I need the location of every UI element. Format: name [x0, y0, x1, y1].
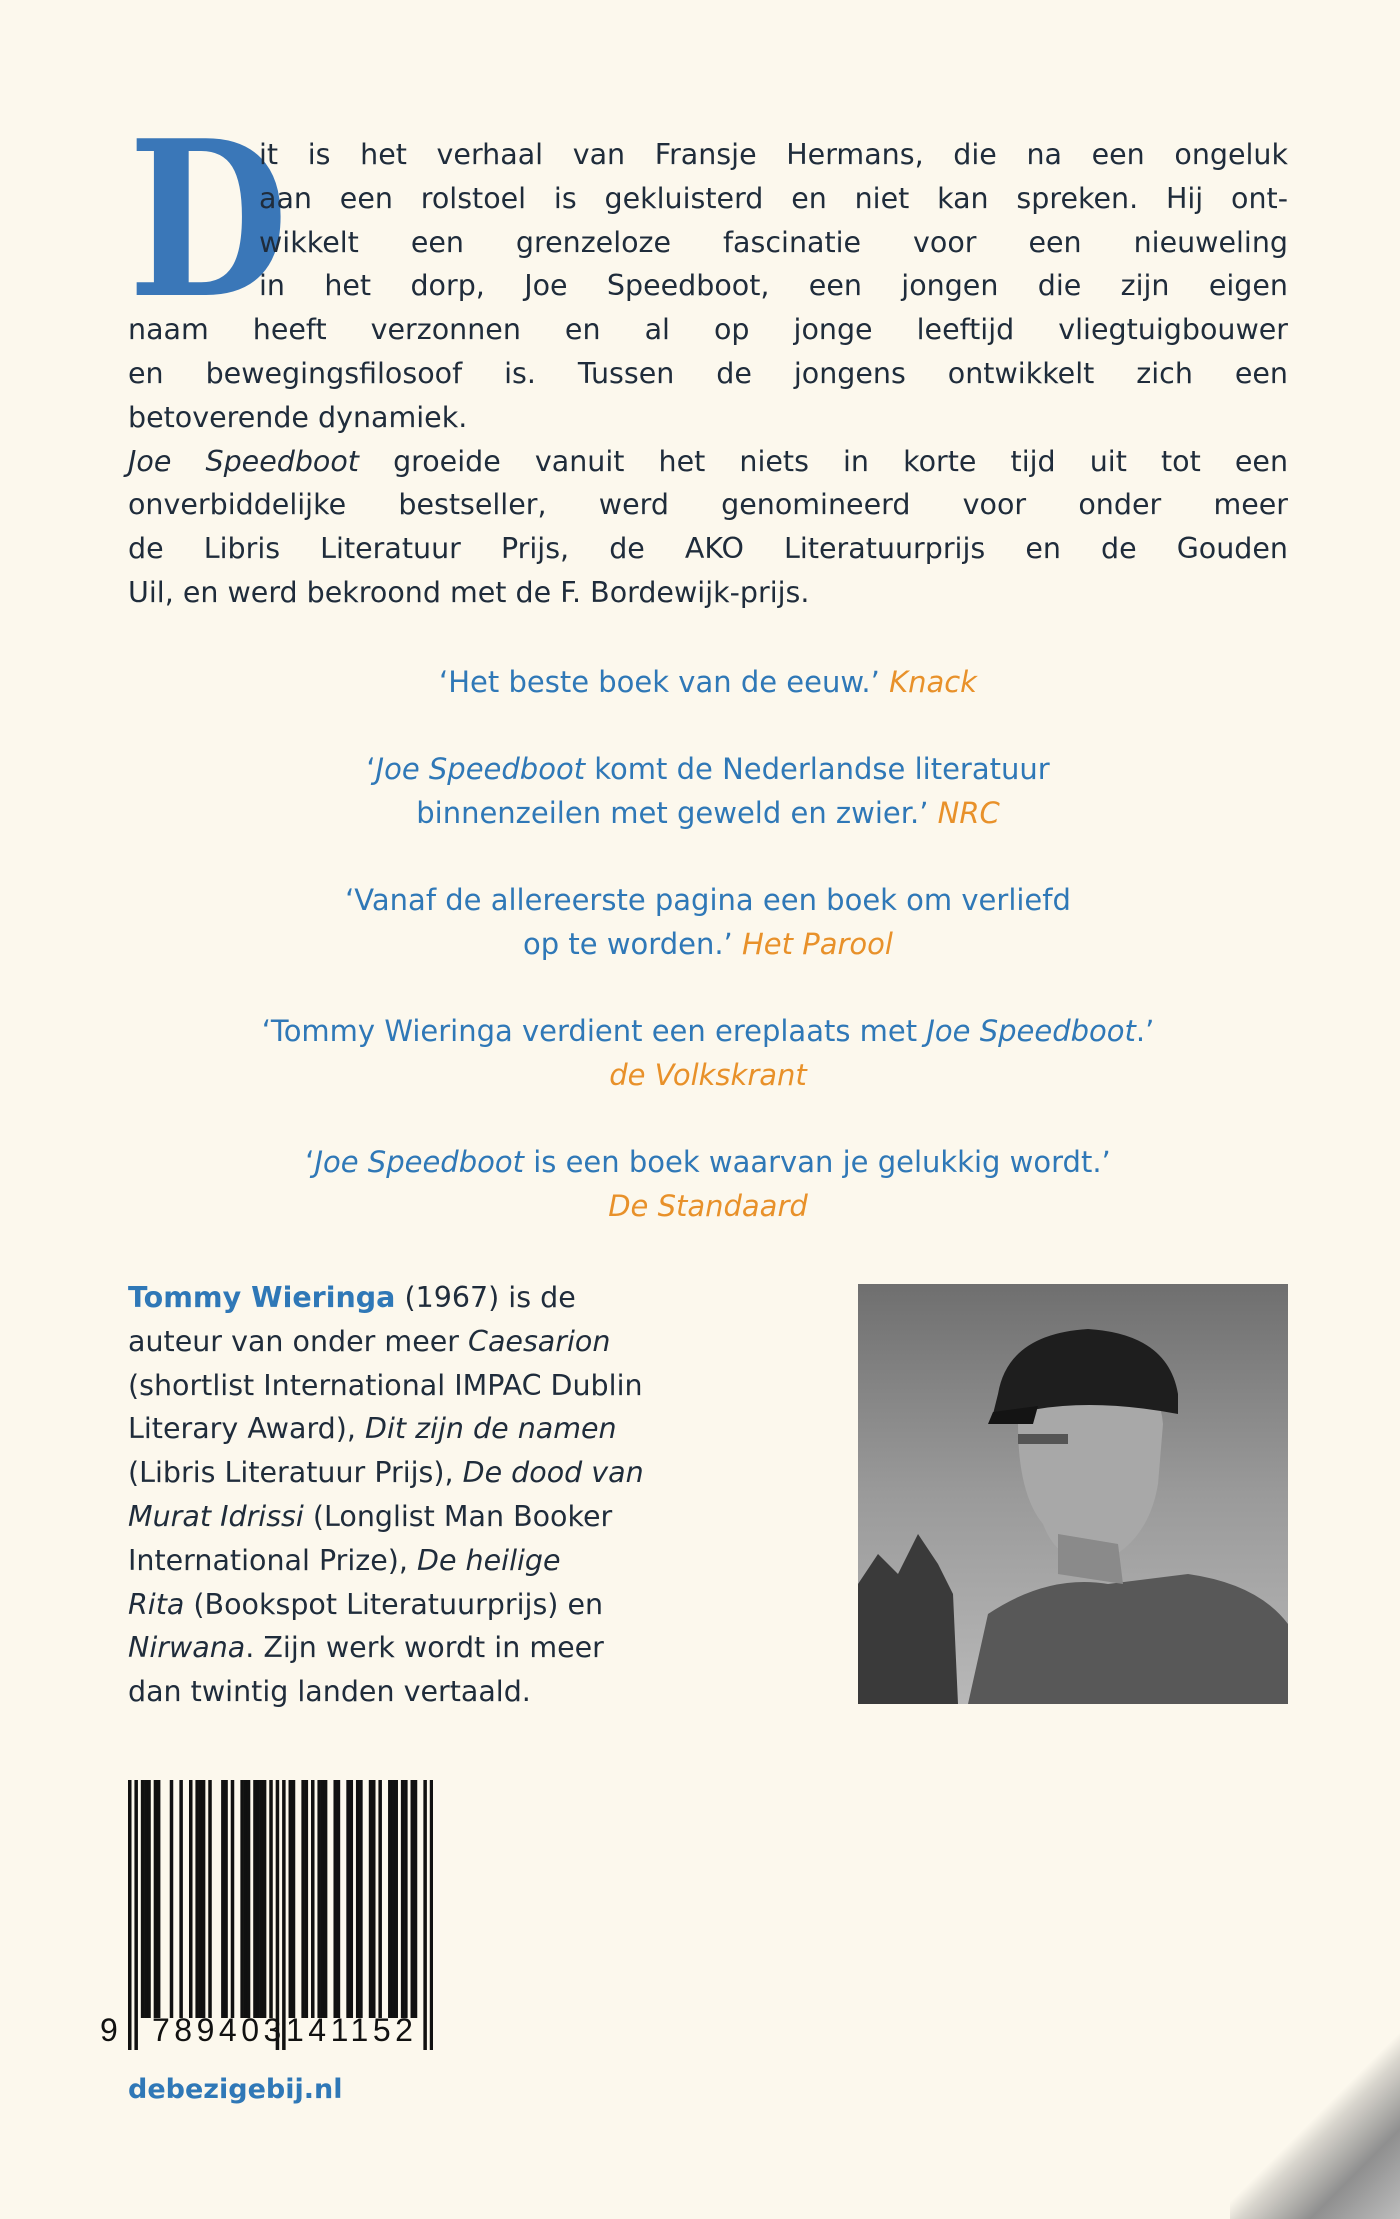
drop-cap: D — [128, 93, 284, 346]
barcode-bar — [301, 1780, 305, 2018]
bio-line — [128, 1583, 808, 1627]
text-segment: ‘Het beste boek van de eeuw.’ — [439, 665, 890, 699]
review-quote — [0, 660, 1400, 704]
isbn-barcode — [100, 1780, 433, 2060]
barcode-bar — [189, 1780, 193, 2018]
quote-line — [0, 1140, 1400, 1184]
review-quote — [0, 878, 1400, 966]
text-segment: de Libris Literatuur Prijs, de AKO Literatuurprijs en de Gouden — [128, 532, 1288, 566]
barcode-bar — [208, 1780, 212, 2018]
barcode-bar — [289, 1780, 293, 2018]
barcode-bar — [269, 1780, 273, 2018]
text-segment: en bewegingsfilosoof is. Tussen de jongens ontwikkelt zich een — [128, 356, 1288, 390]
text-segment: (1967) is de — [395, 1281, 576, 1314]
text-segment: wikkelt een grenzeloze fascinatie voor een nieuweling — [259, 225, 1288, 259]
text-segment: naam heeft verzonnen en al op jonge leeftijd vliegtuigbouwer — [128, 313, 1288, 347]
barcode-bar — [240, 1780, 244, 2018]
text-segment: (Libris Literatuur Prijs), — [128, 1456, 463, 1490]
barcode-bar — [359, 1780, 363, 2018]
blurb-line — [128, 308, 1288, 352]
quote-line — [0, 922, 1400, 966]
barcode-bar — [128, 1780, 132, 2050]
bio-line — [128, 1539, 808, 1583]
bio-line — [128, 1626, 808, 1670]
blurb-line — [128, 571, 1288, 615]
barcode-bar — [430, 1780, 433, 2050]
barcode-bar — [292, 1780, 296, 2018]
page-curl — [1230, 2029, 1400, 2219]
text-segment: (Longlist Man Booker — [303, 1499, 613, 1533]
barcode-bar — [144, 1780, 148, 2018]
text-segment: betoverende dynamiek. — [128, 400, 468, 434]
text-segment: ‘Vanaf de allereerste pagina een boek om verliefd — [345, 883, 1071, 917]
text-segment: onverbiddelijke bestseller, werd genomineerd voor onder meer — [128, 488, 1288, 522]
review-quote — [0, 1009, 1400, 1097]
barcode-bar — [311, 1780, 315, 2018]
quote-line — [0, 878, 1400, 922]
barcode-bar — [372, 1780, 376, 2018]
text-segment: Joe Speedboot — [314, 1145, 524, 1179]
barcode-right-digits: 141152 — [286, 2012, 418, 2048]
bio-line — [128, 1276, 808, 1320]
barcode-bar — [195, 1780, 199, 2018]
text-segment: Literary Award), — [128, 1412, 365, 1446]
quote-source: de Volkskrant — [609, 1058, 807, 1092]
blurb-line — [128, 483, 1288, 527]
bio-line — [128, 1451, 808, 1495]
barcode-first-digit: 9 — [100, 2012, 118, 2048]
barcode-bar — [305, 1780, 309, 2018]
text-segment: (Bookspot Literatuurprijs) en — [184, 1587, 604, 1621]
text-segment: Joe Speedboot — [926, 1014, 1136, 1048]
author-photo — [858, 1284, 1288, 1704]
bio-line — [128, 1407, 808, 1451]
blurb-line — [259, 133, 1288, 177]
barcode-bar — [260, 1780, 264, 2018]
barcode-bar — [231, 1780, 235, 2018]
barcode-bar — [221, 1780, 225, 2018]
barcode-bar — [147, 1780, 151, 2018]
barcode-bar — [134, 1780, 138, 2050]
barcode-bar — [369, 1780, 373, 2018]
barcode-bar — [356, 1780, 360, 2018]
text-segment: Rita — [128, 1587, 185, 1621]
quote-source: Het Parool — [742, 927, 893, 961]
review-quote — [0, 1140, 1400, 1228]
barcode-bar — [141, 1780, 145, 2018]
blurb-line — [128, 527, 1288, 571]
barcode-bar — [378, 1780, 382, 2018]
blurb-line — [128, 396, 1288, 440]
text-segment: in het dorp, Joe Speedboot, een jongen die zijn eigen — [259, 269, 1288, 303]
text-segment: (shortlist International IMPAC Dublin — [128, 1368, 643, 1402]
text-segment: Joe Speedboot — [128, 444, 359, 478]
text-segment: .’ — [1135, 1014, 1155, 1048]
barcode-bar — [282, 1780, 286, 2050]
quote-source: NRC — [937, 796, 1000, 830]
review-quotes — [0, 660, 1400, 1271]
barcode-bar — [256, 1780, 260, 2018]
barcode-bar — [404, 1780, 408, 2018]
barcode-bar — [263, 1780, 267, 2018]
text-segment: Murat Idrissi — [128, 1499, 304, 1533]
quote-source: Knack — [889, 665, 977, 699]
text-segment: op te worden.’ — [523, 927, 742, 961]
author-name: Tommy Wieringa — [128, 1281, 396, 1314]
bio-line — [128, 1670, 808, 1714]
quote-line — [0, 1009, 1400, 1053]
text-segment: ‘Tommy Wieringa verdient een ereplaats met — [261, 1014, 927, 1048]
barcode-bar — [346, 1780, 350, 2018]
barcode-bar — [247, 1780, 251, 2018]
quote-line — [0, 791, 1400, 835]
blurb-line — [259, 177, 1288, 221]
text-segment: is een boek waarvan je gelukkig wordt.’ — [523, 1145, 1111, 1179]
barcode-bar — [394, 1780, 398, 2018]
barcode-bar — [253, 1780, 257, 2018]
barcode-bar — [170, 1780, 174, 2018]
barcode-bar — [388, 1780, 392, 2018]
text-segment: Nirwana — [128, 1631, 246, 1665]
text-segment: ‘ — [366, 752, 376, 786]
text-segment: De dood van — [462, 1456, 644, 1490]
barcode-bar — [423, 1780, 427, 2050]
author-bio — [128, 1276, 808, 1714]
text-segment: Joe Speedboot — [375, 752, 586, 786]
text-segment: International Prize), — [128, 1543, 418, 1577]
barcode-bar — [350, 1780, 354, 2018]
barcode-bar — [224, 1780, 228, 2018]
barcode-bar — [154, 1780, 158, 2018]
text-segment: Dit zijn de namen — [365, 1412, 617, 1446]
text-segment: Caesarion — [468, 1324, 611, 1358]
text-segment: aan een rolstoel is gekluisterd en niet kan spreken. Hij ont- — [259, 181, 1288, 215]
review-quote — [0, 747, 1400, 835]
barcode-bar — [321, 1780, 325, 2018]
text-segment: ‘ — [305, 1145, 315, 1179]
blurb-text — [128, 93, 1289, 615]
barcode-bar — [391, 1780, 395, 2018]
text-segment: Uil, en werd bekroond met de F. Bordewijk-prijs. — [128, 575, 810, 609]
quote-line — [0, 1184, 1400, 1228]
text-segment: dan twintig landen vertaald. — [128, 1675, 531, 1709]
bio-line — [128, 1364, 808, 1408]
text-segment: . Zijn werk wordt in meer — [245, 1631, 604, 1665]
quote-source: De Standaard — [608, 1189, 808, 1223]
barcode-bar — [411, 1780, 415, 2018]
quote-line — [0, 1053, 1400, 1097]
barcode-bar — [199, 1780, 203, 2018]
text-segment: komt de Nederlandse literatuur — [585, 752, 1050, 786]
barcode-bar — [337, 1780, 341, 2018]
barcode-bar — [414, 1780, 418, 2018]
blurb-line — [259, 264, 1288, 308]
text-segment: groeide vanuit het niets in korte tijd uit tot een — [358, 444, 1289, 478]
text-segment: auteur van onder meer — [128, 1324, 469, 1358]
barcode-bar — [324, 1780, 328, 2018]
barcode-bar — [276, 1780, 280, 2050]
publisher-website-link[interactable]: debezigebij.nl — [128, 2074, 343, 2105]
bio-line — [128, 1320, 808, 1364]
quote-line — [0, 747, 1400, 791]
blurb-line — [128, 440, 1288, 484]
barcode-bar — [157, 1780, 161, 2018]
blurb-line — [259, 221, 1288, 265]
quote-line — [0, 660, 1400, 704]
blurb-line — [128, 352, 1288, 396]
text-segment: it is het verhaal van Fransje Hermans, die na een ongeluk — [259, 138, 1288, 171]
text-segment: De heilige — [417, 1543, 561, 1577]
barcode-bar — [401, 1780, 405, 2018]
barcode-bar — [244, 1780, 248, 2018]
barcode-left-digits: 789403 — [152, 2012, 286, 2048]
text-segment: binnenzeilen met geweld en zwier.’ — [416, 796, 938, 830]
bio-line — [128, 1495, 808, 1539]
barcode-bar — [333, 1780, 337, 2018]
barcode-bar — [202, 1780, 206, 2018]
barcode-bar — [317, 1780, 321, 2018]
barcode-bar — [179, 1780, 183, 2018]
